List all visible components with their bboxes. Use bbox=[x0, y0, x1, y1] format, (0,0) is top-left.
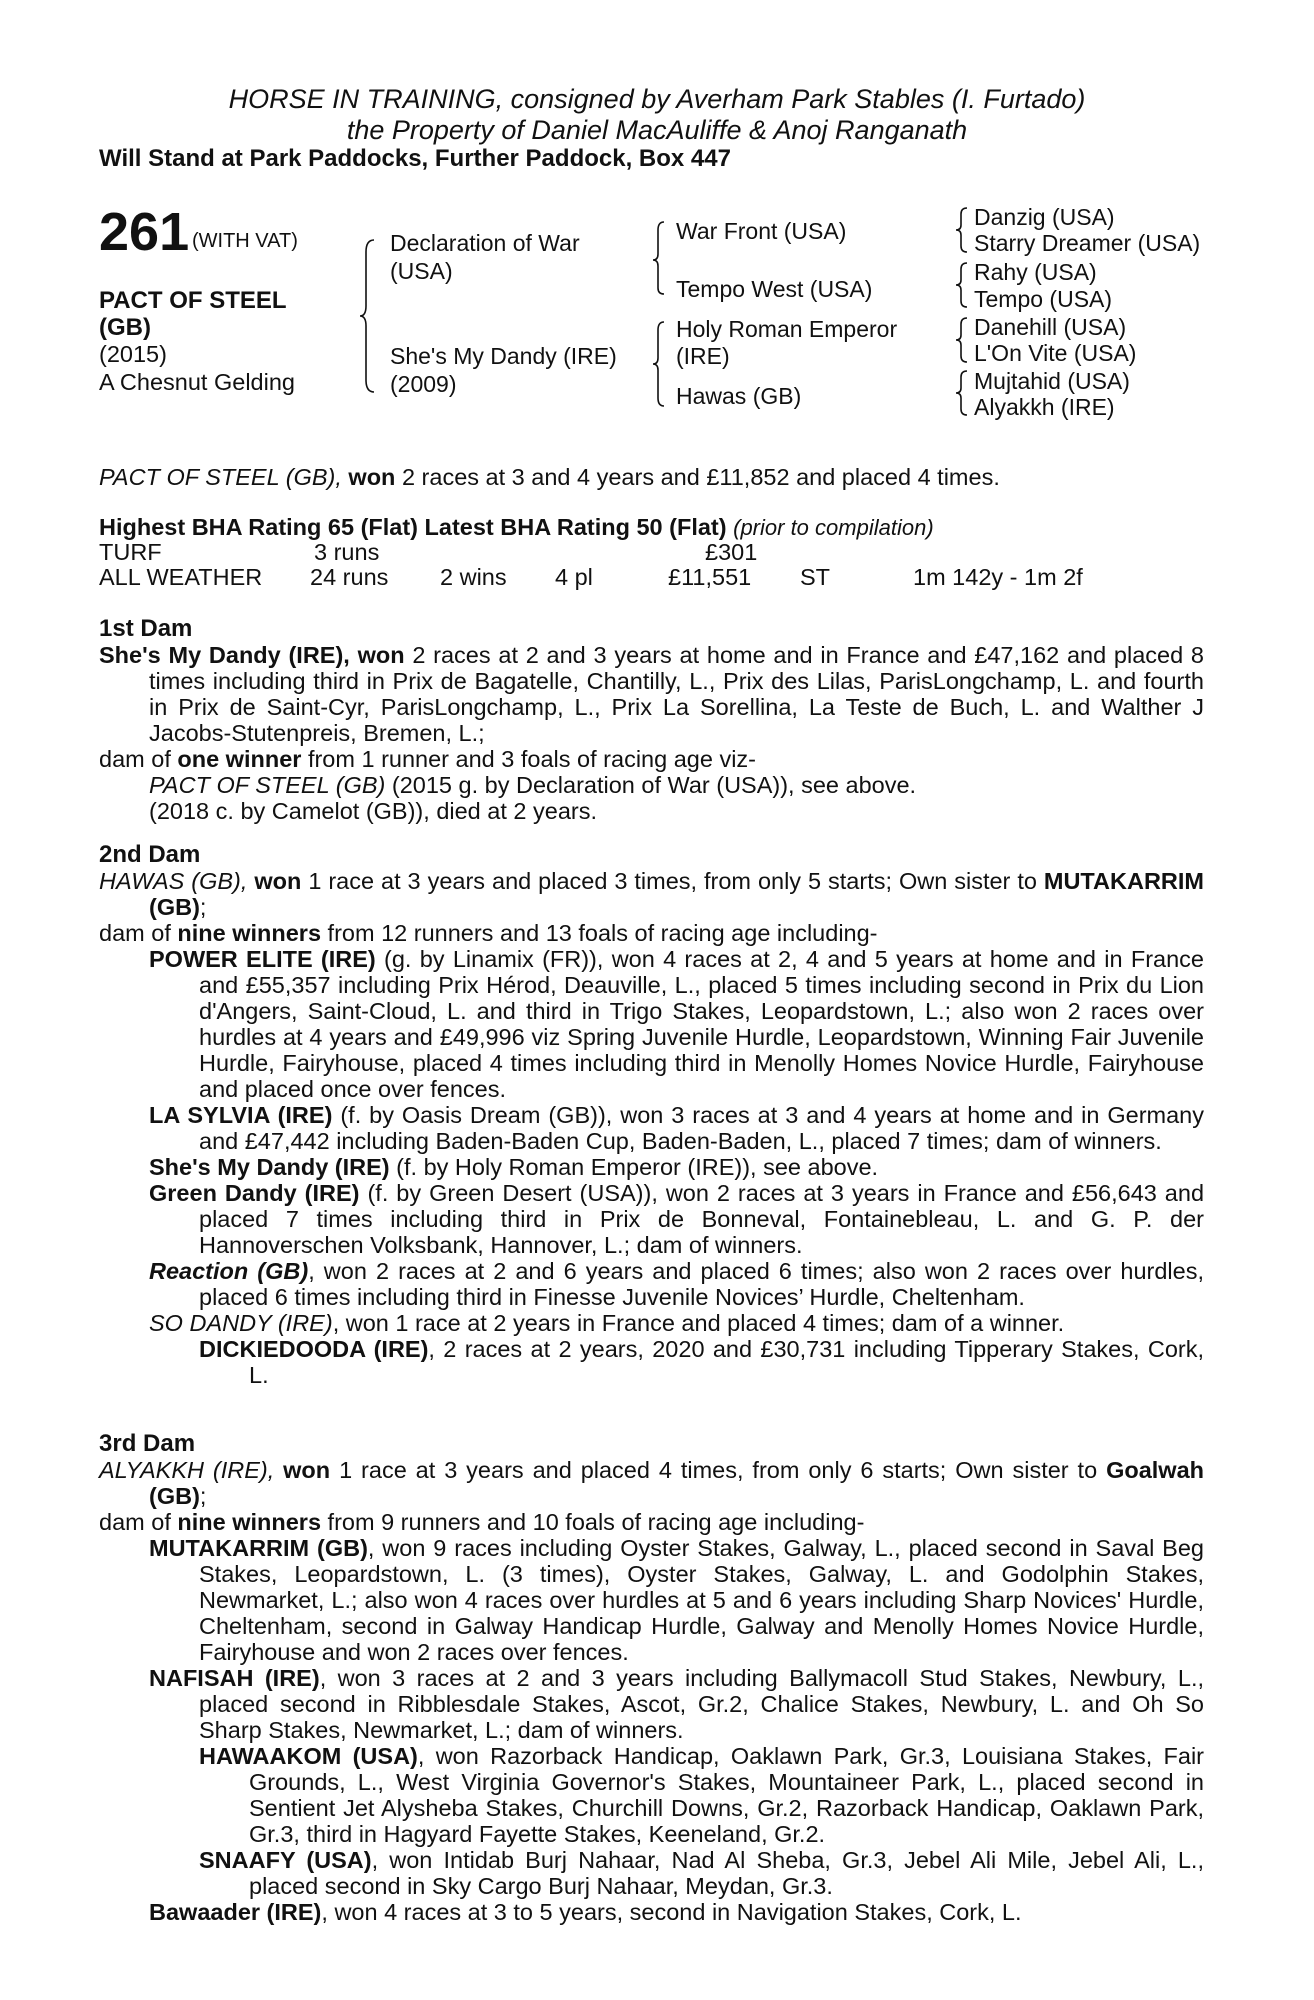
third-dam-progeny-3 bbox=[99, 1899, 1204, 1925]
race-summary bbox=[99, 464, 1204, 490]
first-dam-damof-c: from 1 runner and 3 foals of racing age viz- bbox=[301, 746, 756, 772]
first-dam-won: won bbox=[357, 642, 405, 668]
progeny-text: (f. by Holy Roman Emperor (IRE)), see above. bbox=[389, 1154, 879, 1180]
sire-sire-sire: Danzig (USA) bbox=[974, 204, 1115, 230]
progeny-name: DICKIEDOODA (IRE) bbox=[199, 1336, 429, 1362]
sire-dam: Tempo West (USA) bbox=[676, 276, 873, 302]
sire-origin: (USA) bbox=[390, 258, 453, 284]
header-line-2: the Property of Daniel MacAuliffe & Anoj Ranganath bbox=[346, 115, 968, 145]
vat-label: (WITH VAT) bbox=[192, 230, 298, 252]
second-dam-progeny-2 bbox=[99, 1102, 1204, 1154]
second-dam-progeny-5 bbox=[99, 1258, 1204, 1310]
progeny-name: Bawaader (IRE) bbox=[149, 1899, 322, 1925]
progeny-text: , 2 races at 2 years, 2020 and £30,731 including Tipperary Stakes, Cork, L. bbox=[249, 1336, 1204, 1388]
dam-dam-sire: Mujtahid (USA) bbox=[974, 368, 1130, 394]
sire-name: Declaration of War bbox=[390, 230, 580, 256]
dam-sire-origin: (IRE) bbox=[676, 343, 730, 369]
summary-won: won bbox=[348, 464, 396, 490]
progeny-text: (g. by Linamix (FR)), won 4 races at 2, 4 and 5 years at home and in France and £55,357 including Prix Hérod, Deauville, L., placed 5 times including second in Prix du Lion d'Angers, Saint-Cloud, L. and third in Trigo Stakes, Leopardstown, L.; also won 2 races over hurdles at 4 years and £49,996 viz Spring Juvenile Hurdle, Leopardstown, Winning Fair Juvenile Hurdle, Fairyhouse, placed 4 times including third in Menolly Homes Novice Hurdle, Fairyhouse and placed once over fences. bbox=[199, 946, 1204, 1102]
third-dam-record: ALYAKKH (IRE), won 1 race at 3 years and placed 4 times, from only 6 starts; Own sister to Goalwah (GB); bbox=[99, 1457, 1205, 1509]
record-aw-going: ST bbox=[800, 564, 831, 590]
first-dam-text: 2 races at 2 and 3 years at home and in France and £47,162 and placed 8 times including third in Prix de Bagatelle, Chantilly, L., Prix des Lilas, ParisLongchamp, L. and fourth in Prix de Saint-Cyr, ParisLongchamp, L., Prix La Sorellina, La Teste de Buch, L. and Walther J Jacobs-Stutenpreis, Bremen, L.; bbox=[149, 642, 1204, 746]
record-turf-prize: £301 bbox=[705, 539, 758, 565]
progeny-name: HAWAAKOM (USA) bbox=[199, 1743, 418, 1769]
pedigree-bracket-2a bbox=[652, 218, 676, 298]
dam-sire: Holy Roman Emperor bbox=[676, 316, 898, 342]
second-dam-progeny-1 bbox=[99, 946, 1204, 1102]
sire-sire: War Front (USA) bbox=[676, 218, 847, 244]
rating-line bbox=[99, 514, 1204, 541]
record-aw-runs: 24 runs bbox=[310, 564, 389, 590]
record-aw-placed: 4 pl bbox=[555, 564, 593, 590]
first-dam-heading: 1st Dam bbox=[99, 615, 193, 642]
stand-location: Will Stand at Park Paddocks, Further Paddock, Box 447 bbox=[99, 145, 731, 172]
progeny-name: Reaction (GB) bbox=[149, 1258, 309, 1284]
record-aw-surface: ALL WEATHER bbox=[99, 564, 263, 590]
progeny-text: , won Razorback Handicap, Oaklawn Park, Gr.3, Louisiana Stakes, Fair Grounds, L., West Virginia Governor's Stakes, Mountaineer Park, L., placed second in Sentient Jet Alysheba Stakes, Churchill Downs, Gr.2, Razorback Handicap, Oaklawn Park, Gr.3, third in Hagyard Fayette Stakes, Keeneland, Gr.2. bbox=[249, 1743, 1205, 1847]
rating-note: (prior to compilation) bbox=[733, 515, 934, 540]
progeny-name: LA SYLVIA (IRE) bbox=[149, 1102, 333, 1128]
third-dam-progeny-1 bbox=[99, 1535, 1204, 1665]
progeny-name: POWER ELITE (IRE) bbox=[149, 946, 376, 972]
second-dam-sister: MUTAKARRIM (GB) bbox=[149, 868, 1204, 920]
second-dam-won: won bbox=[254, 868, 302, 894]
sire-sire-dam: Starry Dreamer (USA) bbox=[974, 230, 1201, 256]
third-dam-section bbox=[99, 1431, 1204, 1925]
dam-name: She's My Dandy (IRE) bbox=[390, 343, 617, 369]
header-line-1: HORSE IN TRAINING, consigned by Averham Park Stables (I. Furtado) bbox=[228, 84, 1086, 114]
second-dam-name: HAWAS (GB), bbox=[99, 868, 248, 894]
dam-dam: Hawas (GB) bbox=[676, 383, 802, 409]
progeny-text: , won 4 races at 3 to 5 years, second in Navigation Stakes, Cork, L. bbox=[321, 1899, 1022, 1925]
horse-year: (2015) bbox=[99, 341, 167, 367]
third-dam-sister: Goalwah (GB) bbox=[149, 1457, 1205, 1509]
first-dam-progeny-1 bbox=[99, 772, 1204, 798]
lot-number: 261 bbox=[99, 202, 190, 262]
second-dam-record: HAWAS (GB), won 1 race at 3 years and placed 3 times, from only 5 starts; Own sister to MUTAKARRIM (GB); bbox=[99, 868, 1204, 920]
first-dam-name: She's My Dandy (IRE), bbox=[99, 642, 350, 668]
summary-horse-name: PACT OF STEEL (GB), bbox=[99, 464, 342, 490]
second-dam-section bbox=[99, 842, 1204, 1388]
third-dam-won: won bbox=[283, 1457, 331, 1483]
progeny-name: SNAAFY (USA) bbox=[199, 1847, 372, 1873]
second-dam-text: 1 race at 3 years and placed 3 times, from only 5 starts; Own sister to bbox=[301, 868, 1044, 894]
summary-text: 2 races at 3 and 4 years and £11,852 and placed 4 times. bbox=[395, 464, 1000, 490]
third-dam-damof-a: dam of bbox=[99, 1509, 178, 1535]
third-dam-progeny-2 bbox=[99, 1665, 1204, 1743]
progeny-name: Green Dandy (IRE) bbox=[149, 1180, 360, 1206]
horse-origin: (GB) bbox=[99, 314, 151, 341]
progeny-text: , won Intidab Burj Nahaar, Nad Al Sheba, Gr.3, Jebel Ali Mile, Jebel Ali, L., placed second in Sky Cargo Burj Nahaar, Meydan, Gr.3. bbox=[249, 1847, 1204, 1899]
progeny-name: MUTAKARRIM (GB) bbox=[149, 1535, 368, 1561]
second-dam-progeny-6 bbox=[99, 1310, 1204, 1336]
progeny-name: PACT OF STEEL (GB) bbox=[149, 772, 386, 798]
progeny-text: , won 1 race at 2 years in France and placed 4 times; dam of a winner. bbox=[332, 1310, 1065, 1336]
progeny-text: (2015 g. by Declaration of War (USA)), see above. bbox=[385, 772, 917, 798]
third-dam-produce-summary bbox=[99, 1509, 1204, 1535]
progeny-text: (f. by Oasis Dream (GB)), won 3 races at 3 and 4 years at home and in Germany and £47,442 including Baden-Baden Cup, Baden-Baden, L., placed 7 times; dam of winners. bbox=[199, 1102, 1204, 1154]
second-dam-heading: 2nd Dam bbox=[99, 841, 201, 868]
second-dam-progeny-4 bbox=[99, 1180, 1204, 1258]
second-dam-damof-a: dam of bbox=[99, 920, 178, 946]
pedigree-bracket-2b bbox=[652, 318, 676, 410]
progeny-text: , won 9 races including Oyster Stakes, Galway, L., placed second in Saval Beg Stakes, Leopardstown, L. (3 times), Oyster Stakes, Galway, L. and Godolphin Stakes, Newmarket, L.; also won 4 races over hurdles at 5 and 6 years including Sharp Novices' Hurdle, Cheltenham, second in Galway Handicap Hurdle, Galway and Menolly Homes Novice Hurdle, Fairyhouse and won 2 races over fences. bbox=[199, 1535, 1204, 1665]
pedigree-bracket-1 bbox=[360, 236, 390, 396]
dam-year: (2009) bbox=[390, 371, 457, 397]
dam-dam-dam: Alyakkh (IRE) bbox=[974, 394, 1115, 420]
third-dam-name: ALYAKKH (IRE), bbox=[99, 1457, 275, 1483]
third-dam-damof-c: from 9 runners and 10 foals of racing age including- bbox=[321, 1509, 865, 1535]
progeny-name: NAFISAH (IRE) bbox=[149, 1665, 320, 1691]
second-dam-damof-c: from 12 runners and 13 foals of racing age including- bbox=[321, 920, 878, 946]
horse-description: A Chesnut Gelding bbox=[99, 369, 295, 395]
first-dam-section bbox=[99, 616, 1204, 824]
sire-dam-sire: Rahy (USA) bbox=[974, 259, 1097, 285]
record-turf-runs: 3 runs bbox=[314, 539, 380, 565]
second-dam-grand-progeny-1 bbox=[99, 1336, 1204, 1388]
progeny-name: SO DANDY (IRE) bbox=[149, 1310, 333, 1336]
second-dam-damof-b: nine winners bbox=[177, 920, 322, 946]
sire-dam-dam: Tempo (USA) bbox=[974, 286, 1113, 312]
progeny-text: (f. by Green Desert (USA)), won 2 races at 3 years in France and £56,643 and placed 7 times including third in Prix de Bonneval, Fontainebleau, L. and G. P. der Hannoverschen Volksbank, Hannover, L.; dam of winners. bbox=[199, 1180, 1205, 1258]
progeny-name: She's My Dandy (IRE) bbox=[149, 1154, 390, 1180]
first-dam-damof-a: dam of bbox=[99, 746, 178, 772]
dam-sire-dam: L'On Vite (USA) bbox=[974, 340, 1137, 366]
record-aw-wins: 2 wins bbox=[440, 564, 507, 590]
record-turf-surface: TURF bbox=[99, 539, 162, 565]
second-dam-produce-summary bbox=[99, 920, 1204, 946]
first-dam-progeny-2: (2018 c. by Camelot (GB)), died at 2 years. bbox=[149, 798, 597, 824]
horse-name: PACT OF STEEL bbox=[99, 287, 287, 314]
record-aw-prize: £11,551 bbox=[668, 564, 752, 590]
dam-sire-sire: Danehill (USA) bbox=[974, 314, 1127, 340]
second-dam-progeny-3 bbox=[99, 1154, 1204, 1180]
first-dam-damof-b: one winner bbox=[177, 746, 302, 772]
progeny-text: , won 3 races at 2 and 3 years including Ballymacoll Stud Stakes, Newbury, L., placed second in Ribblesdale Stakes, Ascot, Gr.2, Chalice Stakes, Newbury, L. and Oh So Sharp Stakes, Newmarket, L.; dam of winners. bbox=[199, 1665, 1205, 1743]
third-dam-grand-progeny-2 bbox=[99, 1847, 1204, 1899]
third-dam-grand-progeny-1 bbox=[99, 1743, 1204, 1847]
progeny-text: , won 2 races at 2 and 6 years and placed 6 times; also won 2 races over hurdles, placed 6 times including third in Finesse Juvenile Novices’ Hurdle, Cheltenham. bbox=[199, 1258, 1204, 1310]
third-dam-heading: 3rd Dam bbox=[99, 1430, 196, 1457]
first-dam-produce-summary bbox=[99, 746, 1204, 772]
first-dam-record bbox=[99, 642, 1204, 746]
record-aw-distance: 1m 142y - 1m 2f bbox=[913, 564, 1083, 590]
third-dam-text: 1 race at 3 years and placed 4 times, from only 6 starts; Own sister to bbox=[330, 1457, 1107, 1483]
third-dam-damof-b: nine winners bbox=[177, 1509, 322, 1535]
rating-text: Highest BHA Rating 65 (Flat) Latest BHA Rating 50 (Flat) bbox=[99, 514, 727, 540]
